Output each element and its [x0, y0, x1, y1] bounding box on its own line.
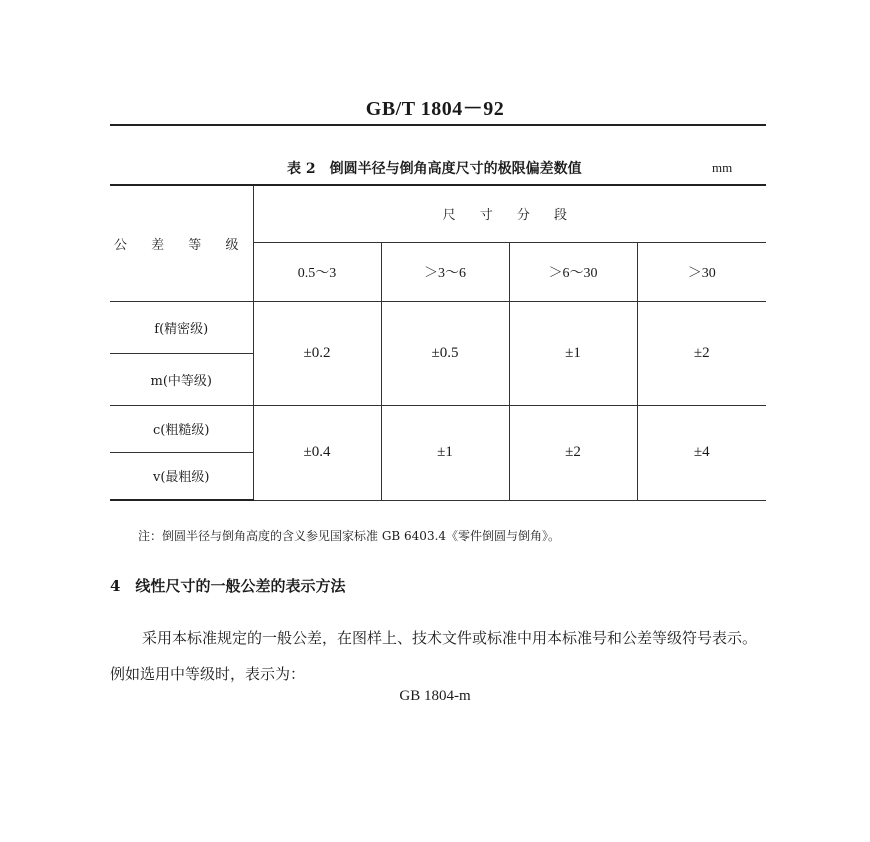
value-cell: ±4: [637, 405, 766, 500]
value-cell: ±2: [509, 405, 637, 500]
value-cell: ±0.4: [253, 405, 381, 500]
grade-header: 公 差 等 级: [110, 185, 253, 301]
table-title: 表 2 倒圆半径与倒角高度尺寸的极限偏差数值: [287, 161, 582, 177]
document-header: GB/T 1804－92: [365, 98, 505, 120]
table-note: 注：倒圆半径与倒角高度的含义参见国家标准 GB 6403.4《零件倒圆与倒角》。: [138, 529, 561, 543]
range-cell: ＞30: [637, 242, 766, 301]
value-cell: ±0.5: [381, 301, 509, 405]
range-cell: ＞3～6: [381, 242, 509, 301]
tolerance-table: [110, 184, 766, 501]
table-unit: mm: [712, 160, 733, 175]
range-cell: ＞6～30: [509, 242, 637, 301]
value-cell: ±2: [637, 301, 766, 405]
body-paragraph: 采用本标准规定的一般公差，在图样上、技术文件或标准中用本标准号和公差等级符号表示。例如选用中等级时，表示为：: [110, 629, 758, 683]
value-cell: ±1: [381, 405, 509, 500]
grade-label: v(最粗级): [110, 452, 253, 500]
grade-label: f(精密级): [110, 301, 253, 353]
range-cell: 0.5～3: [253, 242, 381, 301]
value-cell: ±1: [509, 301, 637, 405]
value-cell: ±0.2: [253, 301, 381, 405]
header-rule: [110, 124, 766, 126]
section-heading: 4 线性尺寸的一般公差的表示方法: [110, 577, 346, 595]
formula: GB 1804-m: [399, 688, 471, 704]
grade-label: c(粗糙级): [110, 405, 253, 452]
grade-label: m(中等级): [110, 353, 253, 405]
size-header: 尺 寸 分 段: [253, 185, 766, 242]
